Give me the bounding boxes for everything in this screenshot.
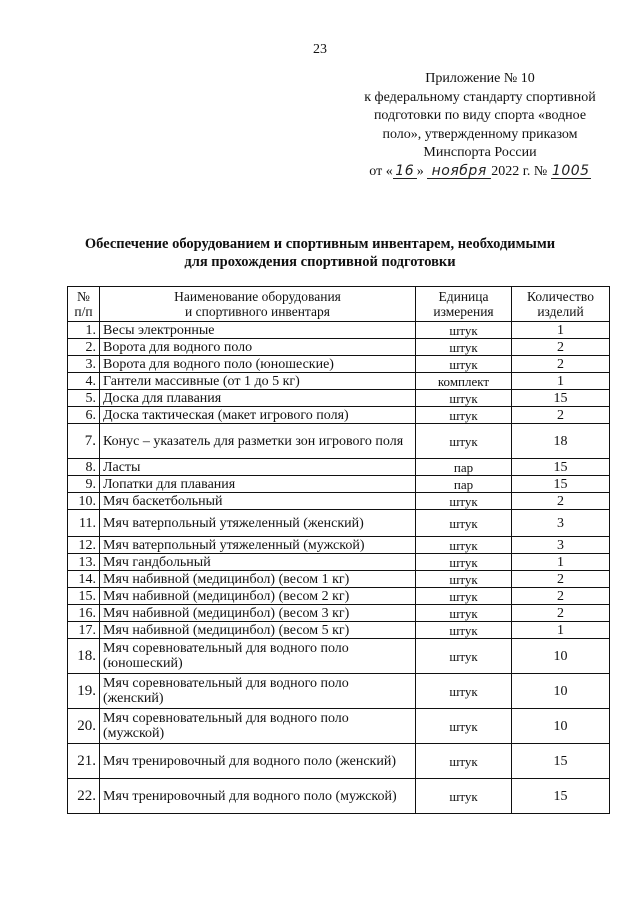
- row-number: 4.: [68, 373, 100, 390]
- document-heading: [0, 235, 640, 271]
- table-row: [68, 356, 610, 373]
- row-number: 20.: [68, 709, 100, 744]
- item-quantity: 10: [512, 709, 610, 744]
- item-unit: штук: [416, 537, 512, 554]
- table-row: [68, 493, 610, 510]
- table-row: [68, 639, 610, 674]
- item-quantity: 1: [512, 622, 610, 639]
- header-quantity: Количество изделий: [512, 287, 610, 322]
- item-name: Мяч гандбольный: [100, 554, 416, 571]
- item-unit: пар: [416, 476, 512, 493]
- row-number: 17.: [68, 622, 100, 639]
- item-quantity: 3: [512, 510, 610, 537]
- table-row: [68, 744, 610, 779]
- row-number: 15.: [68, 588, 100, 605]
- item-unit: штук: [416, 571, 512, 588]
- table-row: [68, 339, 610, 356]
- row-number: 11.: [68, 510, 100, 537]
- item-unit: штук: [416, 356, 512, 373]
- item-quantity: 2: [512, 605, 610, 622]
- item-quantity: 15: [512, 390, 610, 407]
- item-quantity: 15: [512, 476, 610, 493]
- appendix-line-5: Минспорта России: [423, 145, 537, 160]
- item-quantity: 2: [512, 407, 610, 424]
- item-name: Мяч набивной (медицинбол) (весом 3 кг): [100, 605, 416, 622]
- header-name: Наименование оборудования и спортивного инвентаря: [100, 287, 416, 322]
- item-name: Мяч набивной (медицинбол) (весом 5 кг): [100, 622, 416, 639]
- table-row: [68, 674, 610, 709]
- item-name: Доска тактическая (макет игрового поля): [100, 407, 416, 424]
- date-mid: »: [416, 163, 424, 179]
- row-number: 10.: [68, 493, 100, 510]
- row-number: 16.: [68, 605, 100, 622]
- row-number: 22.: [68, 779, 100, 814]
- item-quantity: 2: [512, 571, 610, 588]
- item-name: Ласты: [100, 459, 416, 476]
- item-name: Мяч набивной (медицинбол) (весом 1 кг): [100, 571, 416, 588]
- row-number: 13.: [68, 554, 100, 571]
- table-row: [68, 605, 610, 622]
- item-name: Мяч ватерпольный утяжеленный (женский): [100, 510, 416, 537]
- table-row: [68, 622, 610, 639]
- page-number: 23: [313, 42, 327, 57]
- item-name: Конус – указатель для разметки зон игрового поля: [100, 424, 416, 459]
- item-name: Мяч набивной (медицинбол) (весом 2 кг): [100, 588, 416, 605]
- item-unit: комплект: [416, 373, 512, 390]
- item-unit: штук: [416, 605, 512, 622]
- row-number: 3.: [68, 356, 100, 373]
- item-name: Мяч ватерпольный утяжеленный (мужской): [100, 537, 416, 554]
- item-unit: штук: [416, 674, 512, 709]
- item-unit: штук: [416, 510, 512, 537]
- item-name: Мяч тренировочный для водного поло (женский): [100, 744, 416, 779]
- item-unit: штук: [416, 390, 512, 407]
- row-number: 12.: [68, 537, 100, 554]
- header-unit: Единица измерения: [416, 287, 512, 322]
- row-number: 1.: [68, 322, 100, 339]
- item-name: Гантели массивные (от 1 до 5 кг): [100, 373, 416, 390]
- row-number: 9.: [68, 476, 100, 493]
- table-row: [68, 779, 610, 814]
- item-name: Мяч баскетбольный: [100, 493, 416, 510]
- item-unit: штук: [416, 744, 512, 779]
- item-unit: пар: [416, 459, 512, 476]
- appendix-block: [340, 70, 620, 181]
- item-name: Ворота для водного поло (юношеские): [100, 356, 416, 373]
- item-name: Ворота для водного поло: [100, 339, 416, 356]
- item-unit: штук: [416, 554, 512, 571]
- row-number: 2.: [68, 339, 100, 356]
- item-quantity: 15: [512, 744, 610, 779]
- item-quantity: 2: [512, 339, 610, 356]
- table-row: [68, 537, 610, 554]
- item-quantity: 18: [512, 424, 610, 459]
- row-number: 19.: [68, 674, 100, 709]
- item-quantity: 3: [512, 537, 610, 554]
- date-prefix: от «: [369, 163, 393, 179]
- date-month-handwritten: ноября: [427, 164, 491, 179]
- item-unit: штук: [416, 407, 512, 424]
- appendix-line-3: подготовки по виду спорта «водное: [373, 108, 587, 123]
- appendix-date-line: [340, 163, 620, 182]
- date-day-handwritten: 16: [393, 164, 417, 179]
- item-name: Весы электронные: [100, 322, 416, 339]
- table-body: [68, 322, 610, 814]
- item-unit: штук: [416, 588, 512, 605]
- item-quantity: 10: [512, 674, 610, 709]
- table-row: [68, 476, 610, 493]
- item-name: Доска для плавания: [100, 390, 416, 407]
- date-year: 2022 г. №: [491, 163, 548, 179]
- table-row: [68, 407, 610, 424]
- heading-line-1: Обеспечение оборудованием и спортивным инвентарем, необходимыми: [84, 236, 556, 252]
- table-row: [68, 571, 610, 588]
- item-name: Мяч соревновательный для водного поло (мужской): [100, 709, 416, 744]
- item-unit: штук: [416, 622, 512, 639]
- order-number-handwritten: 1005: [551, 162, 590, 179]
- appendix-line-2: к федеральному стандарту спортивной: [364, 89, 596, 105]
- item-quantity: 2: [512, 356, 610, 373]
- item-quantity: 1: [512, 554, 610, 571]
- appendix-title: Приложение № 10: [425, 71, 535, 86]
- table-row: [68, 510, 610, 537]
- table-header-row: [68, 287, 610, 322]
- item-quantity: 15: [512, 779, 610, 814]
- item-quantity: 15: [512, 459, 610, 476]
- item-unit: штук: [416, 424, 512, 459]
- item-unit: штук: [416, 639, 512, 674]
- row-number: 7.: [68, 424, 100, 459]
- table-row: [68, 390, 610, 407]
- item-unit: штук: [416, 709, 512, 744]
- table-row: [68, 709, 610, 744]
- row-number: 6.: [68, 407, 100, 424]
- item-quantity: 10: [512, 639, 610, 674]
- item-quantity: 1: [512, 322, 610, 339]
- item-name: Мяч тренировочный для водного поло (мужской): [100, 779, 416, 814]
- table-row: [68, 322, 610, 339]
- item-unit: штук: [416, 779, 512, 814]
- item-unit: штук: [416, 322, 512, 339]
- appendix-line-4: поло», утвержденному приказом: [382, 126, 578, 142]
- item-quantity: 2: [512, 493, 610, 510]
- item-name: Мяч соревновательный для водного поло (женский): [100, 674, 416, 709]
- item-name: Лопатки для плавания: [100, 476, 416, 493]
- table-row: [68, 373, 610, 390]
- table-row: [68, 424, 610, 459]
- table-row: [68, 459, 610, 476]
- equipment-table: [67, 286, 610, 814]
- row-number: 18.: [68, 639, 100, 674]
- item-name: Мяч соревновательный для водного поло (юношеский): [100, 639, 416, 674]
- item-quantity: 2: [512, 588, 610, 605]
- row-number: 14.: [68, 571, 100, 588]
- table-row: [68, 554, 610, 571]
- table-row: [68, 588, 610, 605]
- item-unit: штук: [416, 493, 512, 510]
- row-number: 21.: [68, 744, 100, 779]
- item-unit: штук: [416, 339, 512, 356]
- heading-line-2: для прохождения спортивной подготовки: [184, 254, 456, 270]
- row-number: 5.: [68, 390, 100, 407]
- row-number: 8.: [68, 459, 100, 476]
- header-number: № п/п: [68, 287, 100, 322]
- item-quantity: 1: [512, 373, 610, 390]
